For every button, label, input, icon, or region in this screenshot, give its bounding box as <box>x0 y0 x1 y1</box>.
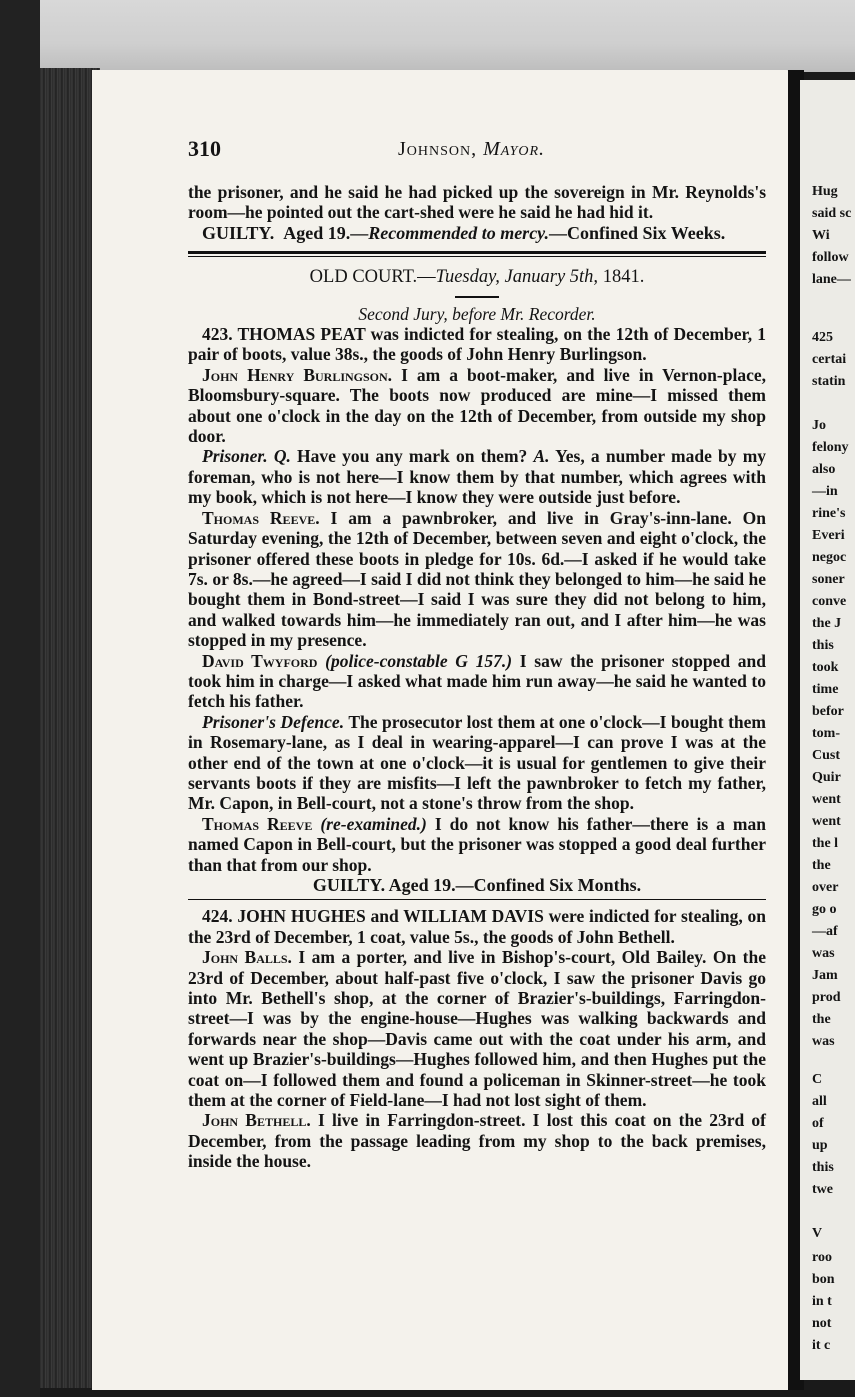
facing-page-fragment: Quir <box>812 770 841 785</box>
court-year: 1841. <box>602 267 645 288</box>
facing-page-fragment: certai <box>812 352 847 367</box>
book-spine <box>40 68 100 1388</box>
case-423-opening: 423. THOMAS PEAT was indicted for stealing, on the 12th of December, 1 pair of boots, value 38s., the goods of John Henry Burlingson. <box>188 324 766 365</box>
facing-page-fragment: befor <box>812 704 844 719</box>
facing-page-fragment: roo <box>812 1250 832 1265</box>
page-number: 310 <box>188 136 221 161</box>
court-date: Tuesday, January 5th, <box>435 267 599 288</box>
case-423-witness-1 <box>188 365 766 447</box>
facing-page-fragment: over <box>812 880 839 895</box>
case-424-opening: 424. JOHN HUGHES and WILLIAM DAVIS were indicted for stealing, on the 23rd of December, 1 coat, value 5s., the goods of John Bethell. <box>188 906 766 947</box>
facing-page-fragment: follow <box>812 250 849 265</box>
case-divider <box>188 899 766 900</box>
case-424-witness-1 <box>188 947 766 1110</box>
facing-page-fragment: not <box>812 1316 832 1331</box>
question-label: Q. <box>273 446 291 467</box>
facing-page-fragment: tom- <box>812 726 840 741</box>
facing-page-fragment: Cust <box>812 748 841 763</box>
page-header <box>188 130 766 166</box>
witness-testimony: I am a pawnbroker, and live in Gray's-inn-lane. On Saturday evening, the 12th of December, between seven and eight o'clock, the prisoner offered these boots in pledge for 10s. 6d.—I asked if he would take 7s. or 8s.—he agreed—I said I did not think they belonged to him—he said he bought them in Bond-street—I said I was sure they did not belong to him, and walked towards him—he immediately ran out, and I after him—he was stopped in my presence. <box>188 507 767 651</box>
prisoner-label: Prisoner. <box>202 446 268 467</box>
facing-page <box>800 80 855 1380</box>
question-text: Have you any mark on them? <box>297 446 528 467</box>
case-423-question <box>188 446 766 507</box>
facing-page-fragment: went <box>812 814 841 829</box>
facing-page-fragment: all <box>812 1094 827 1109</box>
facing-page-fragment: Jo <box>812 418 826 433</box>
facing-page-fragment: was <box>812 1034 835 1049</box>
short-rule <box>455 296 499 298</box>
scan-background <box>0 0 855 72</box>
case-423-witness-4 <box>188 814 766 875</box>
case-423-defence <box>188 712 766 814</box>
facing-page-fragment: Everi <box>812 528 845 543</box>
witness-role: (re-examined.) <box>320 813 427 834</box>
court-heading <box>188 267 766 287</box>
facing-page-fragment: negoc <box>812 550 847 565</box>
facing-page-fragment: lane— <box>812 272 851 287</box>
jury-line <box>188 304 766 324</box>
running-head-name: Johnson, <box>398 138 478 160</box>
facing-page-fragment: C <box>812 1072 823 1087</box>
facing-page-fragment: this <box>812 638 834 653</box>
case-423-witness-2 <box>188 508 766 651</box>
witness-name: John Balls. <box>202 947 292 968</box>
witness-name: John Henry Burlingson. <box>202 364 393 385</box>
witness-name: Thomas Reeve. <box>202 507 320 528</box>
running-head <box>398 138 545 161</box>
answer-label: A. <box>533 446 550 467</box>
facing-page-fragment: was <box>812 946 835 961</box>
case-424-witness-2 <box>188 1110 766 1171</box>
facing-page-fragment: twe <box>812 1182 833 1197</box>
facing-page-fragment: said sc <box>812 206 852 221</box>
facing-page-fragment: time <box>812 682 839 697</box>
facing-page-fragment: the <box>812 1012 831 1027</box>
facing-page-fragment: bon <box>812 1272 835 1287</box>
facing-page-fragment: go o <box>812 902 837 917</box>
facing-page-fragment: up <box>812 1138 828 1153</box>
case-423-verdict: GUILTY. Aged 19.—Confined Six Months. <box>312 875 642 895</box>
witness-testimony: I do not know his father—there is a man named Capon in Bell-court, but the prisoner was stopped a good deal further than that from our shop. <box>188 813 766 875</box>
page-body <box>188 182 766 1172</box>
defence-text: The prosecutor lost them at one o'clock—I bought them in Rosemary-lane, as I deal in wearing-apparel—I can prove I was at the other end of the town at one o'clock—it is usual for gentlemen to give their servants boots if they are misfits—I left the pawnbroker to fetch my father, Mr. Capon, in Bell-court, not a stone's throw from the shop. <box>188 711 766 814</box>
witness-name: Thomas Reeve <box>202 813 313 834</box>
facing-page-fragment: also <box>812 462 836 477</box>
facing-page-fragment: —in <box>812 484 838 499</box>
witness-testimony: I am a boot-maker, and live in Vernon-place, Bloomsbury-square. The boots now produced are mine—I missed them about one o'clock in the day on the 12th of December, from outside my shop door. <box>188 364 766 447</box>
witness-testimony: I saw the prisoner stopped and took him in charge—I asked what made him run away—he said he wanted to fetch his father. <box>188 650 766 712</box>
verdict-guilty: GUILTY. <box>202 222 275 243</box>
facing-page-fragment: V <box>812 1226 823 1241</box>
witness-name: John Bethell. <box>202 1110 311 1131</box>
facing-page-fragment: Jam <box>812 968 838 983</box>
facing-page-fragment: it c <box>812 1338 831 1353</box>
facing-page-fragment: this <box>812 1160 834 1175</box>
jury-text: Second Jury, before Mr. Recorder. <box>358 303 596 324</box>
facing-page-fragment: prod <box>812 990 841 1005</box>
case-423-witness-3 <box>188 651 766 712</box>
facing-page-fragment: felony <box>812 440 849 455</box>
witness-role: (police-constable G 157.) <box>325 650 513 671</box>
facing-page-fragment: in t <box>812 1294 832 1309</box>
facing-page-fragment: Hug <box>812 184 838 199</box>
answer-text: Yes, a number made by my foreman, who is not here—I know them by that number, which agrees with my book, which is not here—I know they were outside just before. <box>188 446 767 508</box>
court-name: OLD COURT.— <box>309 267 436 288</box>
running-head-title: Mayor. <box>483 138 546 160</box>
facing-page-fragment: of <box>812 1116 824 1131</box>
facing-page-fragment: statin <box>812 374 846 389</box>
facing-page-fragment: —af <box>812 924 838 939</box>
scan-edge <box>0 0 40 1397</box>
facing-page-fragment: conve <box>812 594 847 609</box>
facing-page-fragment: 425 <box>812 330 833 345</box>
witness-name: David Twyford <box>202 650 318 671</box>
verdict-recommendation: Recommended to mercy. <box>368 222 550 243</box>
defence-label: Prisoner's Defence. <box>202 711 345 732</box>
verdict-age: Aged 19.— <box>283 222 369 243</box>
witness-testimony: I am a porter, and live in Bishop's-court, Old Bailey. On the 23rd of December, about half-past five o'clock, I saw the prisoner Davis go into Mr. Bethell's shop, at the corner of Brazier's-buildings, Farringdon-street—I was by the engine-house—Hughes was walking backwards and forwards near the shop—Davis came out with the coat under his arm, and went up Brazier's-buildings—Hughes followed him, and then Hughes put the coat on—I followed them and found a policeman in Skinner-street—he took them at the corner of Field-lane—I had not lost sight of them. <box>188 947 766 1111</box>
facing-page-fragment: the <box>812 858 831 873</box>
continuation-verdict <box>188 223 766 243</box>
facing-page-fragment: went <box>812 792 841 807</box>
facing-page-fragment: Wi <box>812 228 830 243</box>
continuation-paragraph: the prisoner, and he said he had picked up the sovereign in Mr. Reynolds's room—he pointed out the cart-shed were he said he had hid it. <box>188 182 766 223</box>
facing-page-fragment: the l <box>812 836 839 851</box>
verdict-sentence: —Confined Six Weeks. <box>549 222 726 243</box>
facing-page-fragment: took <box>812 660 839 675</box>
facing-page-fragment: rine's <box>812 506 846 521</box>
facing-page-fragment: soner <box>812 572 845 587</box>
facing-page-fragment: the J <box>812 616 842 631</box>
witness-testimony: I live in Farringdon-street. I lost this coat on the 23rd of December, from the passage leading from my shop to the back premises, inside the house. <box>188 1110 766 1172</box>
section-divider <box>188 251 766 257</box>
